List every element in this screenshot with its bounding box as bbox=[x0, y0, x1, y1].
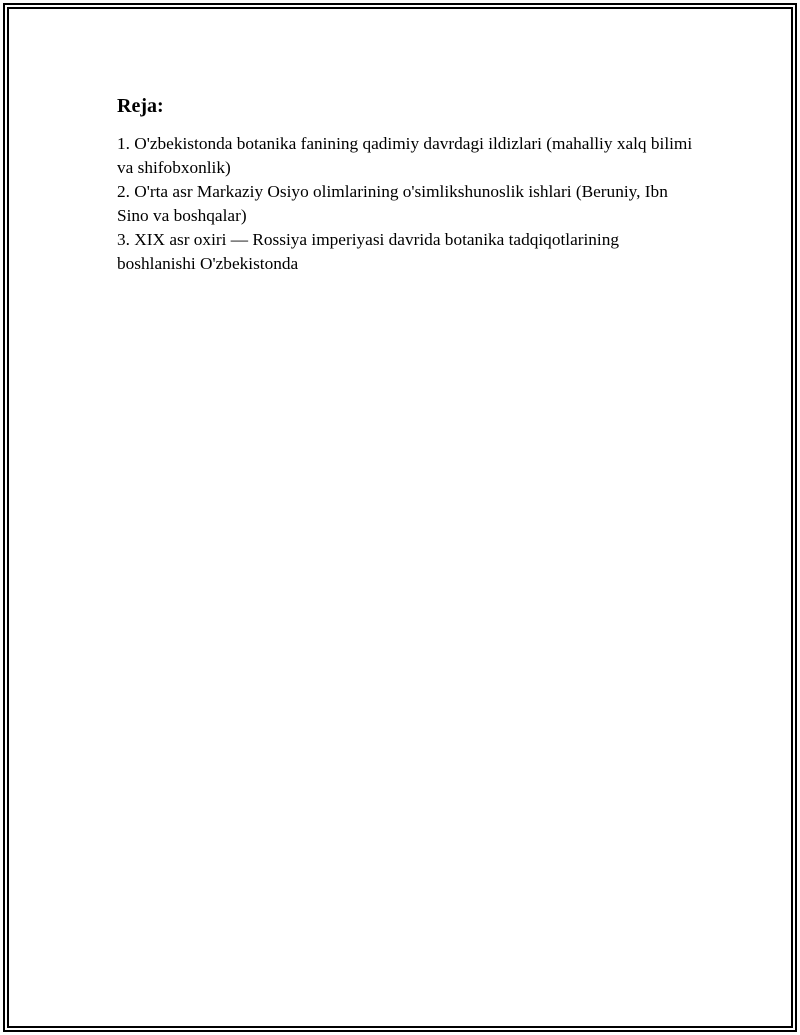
document-content bbox=[117, 92, 697, 276]
plan-list bbox=[117, 132, 697, 276]
plan-heading: Reja: bbox=[117, 95, 164, 117]
plan-item-1: 1. O'zbekistonda botanika fanining qadimiy davrdagi ildizlari (mahalliy xalq bilimi va shifobxonlik) bbox=[117, 134, 693, 177]
plan-item-2: 2. O'rta asr Markaziy Osiyo olimlarining o'simlikshunoslik ishlari (Beruniy, Ibn Sino va boshqalar) bbox=[117, 182, 668, 225]
plan-item-3: 3. XIX asr oxiri — Rossiya imperiyasi davrida botanika tadqiqotlarining boshlanishi O'zbekistonda bbox=[117, 230, 620, 273]
